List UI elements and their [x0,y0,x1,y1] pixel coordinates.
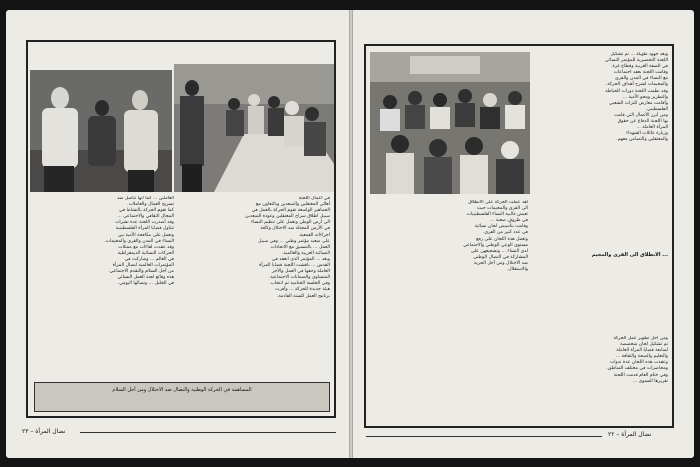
right-photo-group [370,52,530,194]
left-page-column-left: العاملين ... كما أنها تناضل ضد تسريح العمال والعاملات. كما تقوم الحركة بالنشاط في المجال الثقافي والاجتماعي ... وقد أصدرت اللجنة عدة نشرات تتناول قضايا المرأة الفلسطينية وتعمل على مكافحة الأمية بين النساء في المدن والقرى والمخيمات. وقد عقدت لقاءات مع ممثلات الحركات النسائية الديمقراطية في العالم ... وشاركت في المؤتمرات العالمية لنضال المرأة من أجل السلام والتقدم الاجتماعي. هذه وقائع لجنة العمل النسائي في الخليل ... ونضالها اليومي. [104,196,174,287]
right-page-section-heading: ... الانطلاق الى القرى والمخيم [591,252,668,258]
photo-meeting-table-image [174,64,334,192]
book-spine [349,10,353,458]
right-page-bottom-text: ومن أجل تطوير عمل الحركة تم تشكيل لجان متخصصة لمتابعة قضايا المرأة العاملة والتعليم والصحة والثقافة ... وعقدت هذه اللجان عدة ندوات ومحاضرات في مختلف المناطق. وفي ختام العام قدمت اللجنة تقريرها السنوي ... [606,336,668,384]
right-page-column-left: لقد عملت الحركة على الانطلاق الى القرى والمخيمات حيث تعيش غالبية النساء الفلسطينيات في ظروف صعبة ... وقامت بتأسيس لجان نسائية في عدد كبير من القرى. وتعمل هذه اللجان على رفع مستوى الوعي الوطني والاجتماعي لدى النساء ... وتشجيعهن على المشاركة في النضال الوطني ضد الاحتلال ومن أجل الحرية والاستقلال. [463,200,528,273]
photo-women-standing-image [30,70,172,192]
caption-text: المساهمة في الحركة الوطنية والنضال ضد الاحتلال ومن أجل السلام [112,387,252,393]
right-folio-rule [366,436,602,437]
left-page-caption-band [34,382,330,412]
right-page-folio: نضال المرأة – ٢٢ [608,431,652,438]
left-page-folio: نضال المرأة – ٢٣ [22,428,66,435]
left-photo-large [174,64,334,192]
left-folio-rule [80,432,336,433]
left-page-column-right: في أعمال اللجنة أهالي المعتقلين والمبعدين وبالتعاون مع الجماهير الواسعة تقوم الحركة بالعمل في سبيل اطلاق سراح المعتقلين وعودة المبعدين الى أرض الوطن وتعمل على تنظيم النساء في الأرض المحتلة ضد الاحتلال وكافة اجراءاته القمعية. على صعيد مؤتمر وطني ... وفي سبيل العمل ... بالتنسيق مع الاتحادات النسائية العربية والعالمية. وبعد ... المؤتمر الذي انعقد في القدس ... ناقشت اللجنة قضايا المرأة العاملة وحقها في العمل والأجر المتساوي والضمانات الاجتماعية. وفي الجلسة الختامية تم انتخاب هيئة جديدة للحركة ... وأقرت برنامج العمل للسنة القادمة. [245,196,330,299]
left-photo-small [30,70,172,192]
right-page-column-right: وبعد جهود طويلة ... تم تشكيل اللجنة التحضيرية للمؤتمر النسائي في الضفة الغربية وقطاع غزة. وقامت اللجنة بعقد اجتماعات مع النساء في المدن والقرى والمخيمات لشرح أهداف الحركة. وقد نظمت اللجنة دورات للخياطة والتطريز ومحو الأمية ... وأقامت معارض للتراث الشعبي الفلسطيني. ومن أبرز الأعمال التي قامت بها اللجنة الدفاع عن حقوق المرأة العاملة ... وزيارة عائلات الشهداء والمعتقلين والتضامن معهم. [604,52,668,143]
photo-group-meeting-image [370,52,530,194]
